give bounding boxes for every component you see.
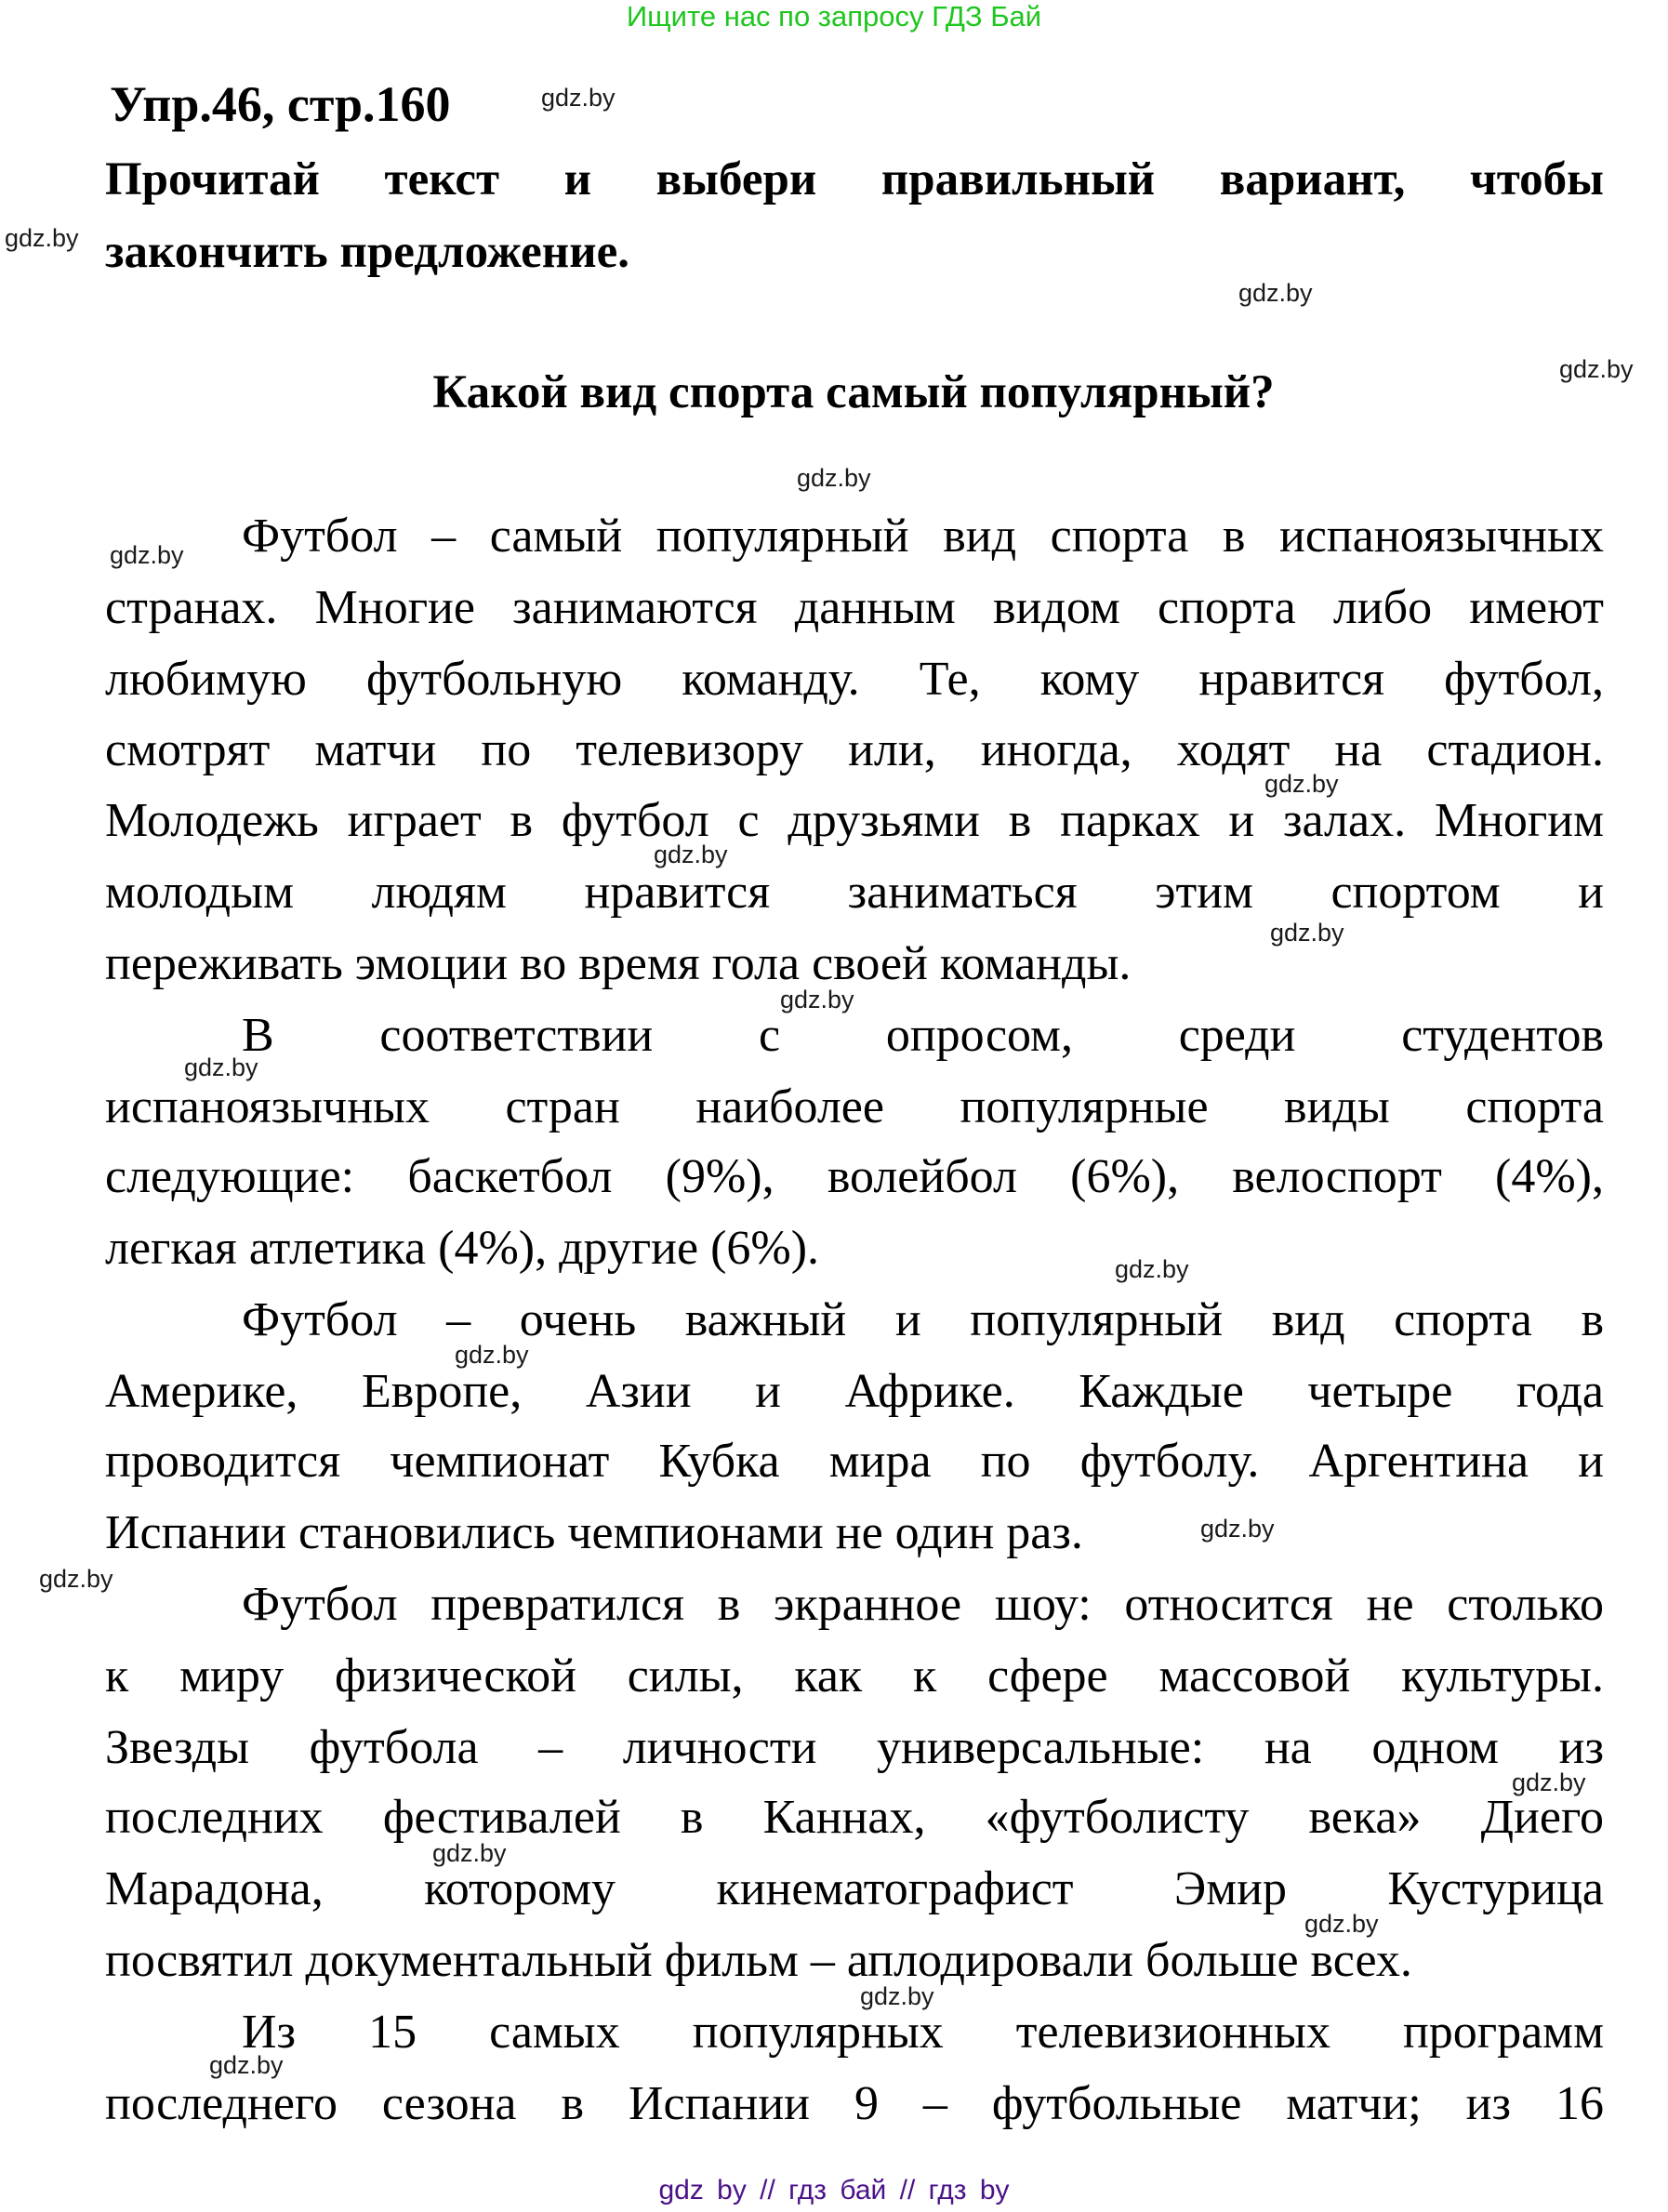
paragraph-2-line-4: легкая атлетика (4%), другие (6%).: [105, 1222, 820, 1275]
paragraph-1-line-4: смотрят матчи по телевизору или, иногда, ходят на стадион.: [105, 723, 1604, 776]
paragraph-1-line-1: Футбол – самый популярный вид спорта в испаноязычных: [242, 510, 1604, 563]
watermark: gdz.by: [1200, 1515, 1275, 1543]
watermark: gdz.by: [432, 1839, 507, 1867]
watermark: gdz.by: [1512, 1768, 1586, 1796]
watermark: gdz.by: [184, 1053, 258, 1081]
watermark: gdz.by: [797, 464, 871, 492]
paragraph-3-line-4: Испании становились чемпионами не один раз.: [105, 1506, 1083, 1559]
watermark: gdz.by: [39, 1565, 113, 1593]
paragraph-1-line-5: Молодежь играет в футбол с друзьями в парках и залах. Многим: [105, 794, 1604, 847]
paragraph-4-line-5: Марадона, которому кинематографист Эмир Кустурица: [105, 1862, 1604, 1915]
exercise-title: Упр.46, стр.160: [110, 76, 451, 132]
instruction-line-2: закончить предложение.: [105, 226, 629, 278]
watermark: gdz.by: [1264, 770, 1339, 798]
paragraph-1-line-2: странах. Многие занимаются данным видом спорта либо имеют: [105, 581, 1604, 634]
footer-banner: gdz by // гдз бай // гдз by: [658, 2175, 1010, 2205]
watermark: gdz.by: [1115, 1255, 1189, 1283]
watermark: gdz.by: [209, 2051, 284, 2079]
paragraph-1-line-3: любимую футбольную команду. Те, кому нравится футбол,: [105, 653, 1604, 706]
watermark: gdz.by: [541, 84, 616, 112]
watermark: gdz.by: [1238, 279, 1313, 307]
watermark: gdz.by: [1304, 1910, 1379, 1938]
article-heading: Какой вид спорта самый популярный?: [432, 366, 1275, 418]
paragraph-2-line-2: испаноязычных стран наиболее популярные виды спорта: [105, 1080, 1604, 1133]
paragraph-5-line-1: Из 15 самых популярных телевизионных программ: [242, 2006, 1604, 2059]
paragraph-1-line-7: переживать эмоции во время гола своей команды.: [105, 937, 1132, 990]
watermark: gdz.by: [1270, 919, 1344, 947]
watermark: gdz.by: [110, 541, 184, 569]
instruction-line-1: Прочитай текст и выбери правильный вариант, чтобы: [105, 153, 1604, 205]
paragraph-5-line-2: последнего сезона в Испании 9 – футбольные матчи; из 16: [105, 2077, 1604, 2130]
paragraph-4-line-2: к миру физической силы, как к сфере массовой культуры.: [105, 1649, 1604, 1702]
paragraph-3-line-3: проводится чемпионат Кубка мира по футболу. Аргентина и: [105, 1435, 1604, 1488]
paragraph-3-line-2: Америке, Европе, Азии и Африке. Каждые четыре года: [105, 1365, 1604, 1418]
watermark: gdz.by: [654, 841, 728, 868]
site-search-banner: Ищите нас по запросу ГДЗ Бай: [626, 0, 1042, 33]
paragraph-4-line-6: посвятил документальный фильм – аплодировали больше всех.: [105, 1934, 1412, 1987]
paragraph-2-line-3: следующие: баскетбол (9%), волейбол (6%), велоспорт (4%),: [105, 1150, 1604, 1203]
watermark: gdz.by: [455, 1341, 529, 1369]
paragraph-3-line-1: Футбол – очень важный и популярный вид спорта в: [242, 1293, 1604, 1346]
paragraph-4-line-4: последних фестивалей в Каннах, «футболисту века» Диего: [105, 1791, 1604, 1844]
paragraph-1-line-6: молодым людям нравится заниматься этим спортом и: [105, 866, 1604, 919]
paragraph-4-line-1: Футбол превратился в экранное шоу: относится не столько: [242, 1578, 1604, 1631]
paragraph-2-line-1: В соответствии с опросом, среди студентов: [242, 1009, 1604, 1062]
watermark: gdz.by: [1559, 355, 1634, 383]
paragraph-4-line-3: Звезды футбола – личности универсальные: на одном из: [105, 1721, 1604, 1774]
watermark: gdz.by: [780, 986, 854, 1013]
watermark: gdz.by: [5, 224, 79, 252]
watermark: gdz.by: [860, 1982, 934, 2010]
